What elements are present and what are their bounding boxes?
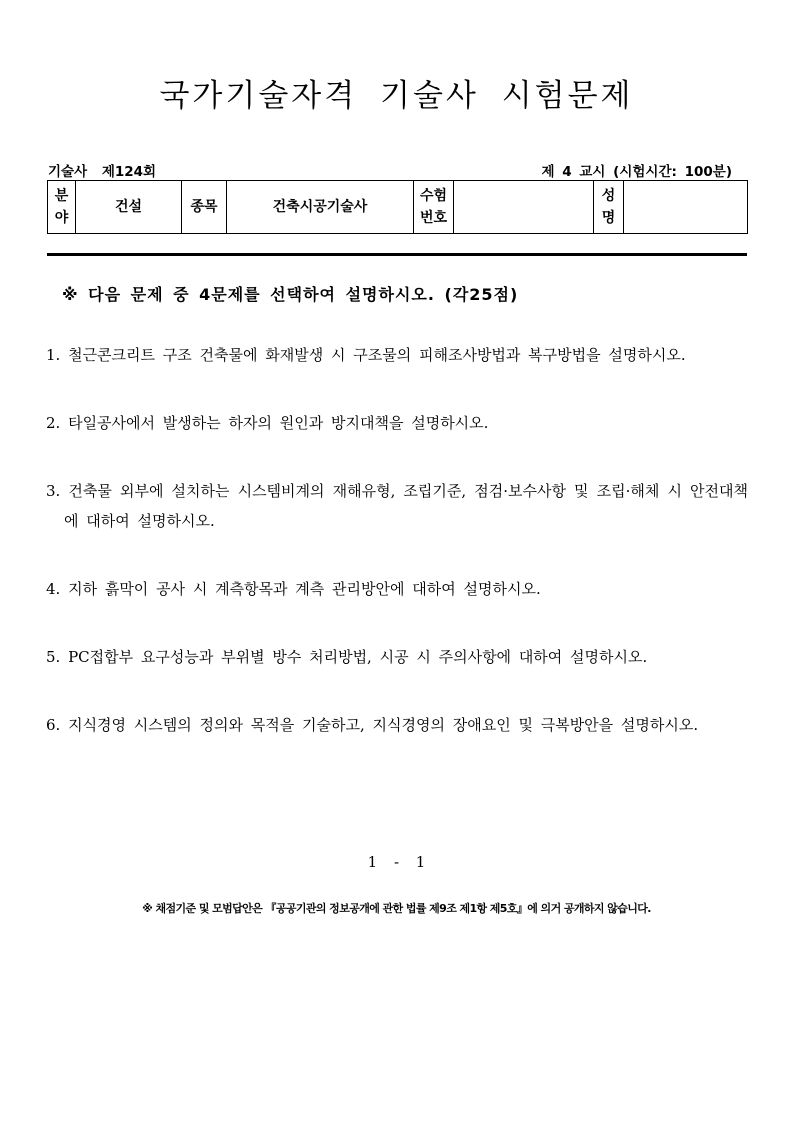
field-label-2: 야 bbox=[54, 210, 69, 226]
header-divider bbox=[47, 253, 747, 256]
question-item: 4. 지하 흙막이 공사 시 계측항목과 계측 관리방안에 대하여 설명하시오. bbox=[46, 580, 541, 598]
exam-no-label-1: 수험 bbox=[419, 188, 448, 204]
exam-session-time: 제 4 교시 (시험시간: 100분) bbox=[541, 164, 732, 180]
category-value-cell bbox=[227, 181, 414, 234]
category-label-cell bbox=[182, 181, 227, 234]
question-item: 6. 지식경영 시스템의 정의와 목적을 기술하고, 지식경영의 장애요인 및 극복방안을 설명하시오. bbox=[46, 716, 699, 734]
exam-meta-row bbox=[48, 160, 746, 180]
name-label-cell bbox=[594, 181, 624, 234]
field-label-cell bbox=[48, 181, 76, 234]
question-item: 1. 철근콘크리트 구조 건축물에 화재발생 시 구조물의 피해조사방법과 복구방법을 설명하시오. bbox=[46, 346, 686, 364]
name-value-cell bbox=[624, 181, 748, 234]
name-label-1: 성 bbox=[601, 188, 616, 204]
exam-no-value-cell bbox=[454, 181, 594, 234]
question-item: 2. 타일공사에서 발생하는 하자의 원인과 방지대책을 설명하시오. bbox=[46, 414, 489, 432]
question-item: 5. PC접합부 요구성능과 부위별 방수 처리방법, 시공 시 주의사항에 대하여 설명하시오. bbox=[46, 648, 648, 666]
question-item: 3. 건축물 외부에 설치하는 시스템비계의 재해유형, 조립기준, 점검·보수사항 및 조립·해체 시 안전대책에 대하여 설명하시오. bbox=[46, 482, 748, 530]
instruction-text: ※ 다음 문제 중 4문제를 선택하여 설명하시오. (각25점) bbox=[62, 285, 519, 304]
field-label-1: 분 bbox=[54, 188, 69, 204]
category-value: 건축시공기술사 bbox=[272, 199, 368, 215]
exam-title: 국가기술자격 기술사 시험문제 bbox=[159, 78, 634, 114]
footnote: ※ 채점기준 및 모범답안은 『공공기관의 정보공개에 관한 법률 제9조 제1항 제5호』에 의거 공개하지 않습니다. bbox=[142, 902, 651, 915]
exam-no-label-cell bbox=[414, 181, 454, 234]
page-number: 1 - 1 bbox=[367, 853, 426, 871]
exam-round: 기술사 제124회 bbox=[48, 164, 157, 180]
field-value-cell bbox=[76, 181, 182, 234]
name-label-2: 명 bbox=[601, 210, 616, 226]
category-label: 종목 bbox=[190, 199, 218, 215]
question-list bbox=[46, 340, 748, 740]
field-value: 건설 bbox=[114, 199, 143, 215]
exam-info-table bbox=[47, 180, 748, 234]
exam-no-label-2: 번호 bbox=[419, 210, 448, 226]
